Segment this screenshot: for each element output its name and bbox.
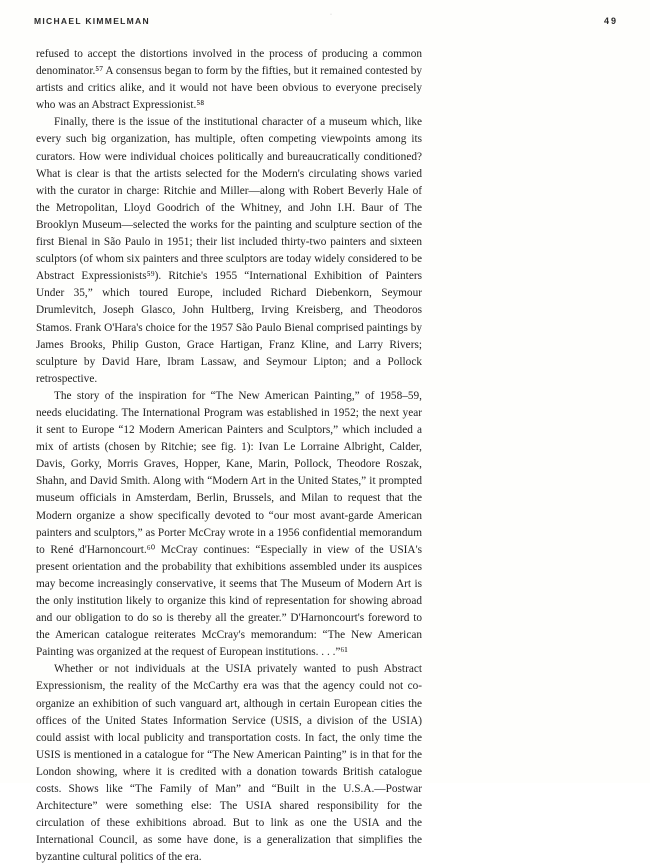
paragraph: Whether or not individuals at the USIA privately wanted to push Abstract Expressionism, the reality of the McCarthy era was that the agency could not co-organize an exhibition of such vanguard art, although in certain European cities the offices of the United States Information Service (USIS, a division of the USIA) could assist with local publicity and transportation costs. In fact, the only time the USIS is mentioned in a catalogue for “The New American Painting” is in that for the London showing, where it is credited with a donation towards British catalogue costs. Shows like “The Family of Man” and “Built in the U.S.A.—Postwar Architecture” were something else: The USIA shared responsibility for the circulation of these exhibitions abroad. But to link as one the USIA and the International Council, as some have done, is a generalization that simplifies the byzantine cultural politics of the era. xyxy=(36,663,422,864)
page-artifact-mark: · xyxy=(330,12,332,18)
running-head xyxy=(34,16,618,26)
page-number: 49 xyxy=(603,16,618,26)
paragraph: Finally, there is the issue of the institutional character of a museum which, like every such big organization, has multiple, often competing viewpoints among its curators. How were individual choices politically and bureaucratically conditioned? What is clear is that the artists selected for the Modern's circulating shows varied with the curator in charge: Ritchie and Miller—along with Robert Beverly Hale of the Metropolitan, Lloyd Goodrich of the Whitney, and John I.H. Baur of The Brooklyn Museum—selected the works for the painting and sculpture section of the first Bienal in São Paulo in 1951; their list included thirty-two painters and sixteen sculptors (of whom six painters and three sculptors are today widely considered to be Abstract Expressionists⁵⁹). Ritchie's 1955 “International Exhibition of Painters Under 35,” which toured Europe, included Richard Diebenkorn, Seymour Drumlevitch, Joseph Glasco, John Hultberg, Irving Kreisberg, and Theodoros Stamos. Frank O'Hara's choice for the 1957 São Paulo Bienal comprised paintings by James Brooks, Philip Guston, Grace Hartigan, Franz Kline, and Larry Rivers; sculpture by David Hare, Ibram Lassaw, and Seymour Lipton; and a Pollock retrospective. xyxy=(36,116,422,385)
paragraph: refused to accept the distortions involved in the process of producing a common denominator.⁵⁷ A consensus began to form by the fifties, but it remained contested by artists and critics alike, and it would not have been obvious to everyone precisely who was an Abstract Expressionist.⁵⁸ xyxy=(36,48,422,112)
paragraph: The story of the inspiration for “The New American Painting,” of 1958–59, needs elucidating. The International Program was established in 1952; the next year it sent to Europe “12 Modern American Painters and Sculptors,” which included a mix of artists (chosen by Ritchie; see fig. 1): Ivan Le Lorraine Albright, Calder, Davis, Gorky, Morris Graves, Hopper, Kane, Marin, Pollock, Theodore Roszak, Shahn, and David Smith. Along with “Modern Art in the United States,” it prompted museum officials in Amsterdam, Berlin, Brussels, and Milan to request that the Modern organize a show specifically devoted to “our most avant-garde American painters and sculptors,” as Porter McCray wrote in a 1956 confidential memorandum to René d'Harnoncourt.⁶⁰ McCray continues: “Especially in view of the USIA's present orientation and the probability that exhibitions assembled under its auspices may become increasingly conservative, it seems that The Museum of Modern Art is the only institution likely to organize this kind of representation for showing abroad and our obligation to do so is thereby all the greater.” D'Harnoncourt's foreword to the American catalogue reiterates McCray's memorandum: “The New American Painting was organized at the request of European institutions. . . .”⁶¹ xyxy=(36,389,422,659)
body-text-block xyxy=(36,46,422,867)
running-head-author: MICHAEL KIMMELMAN xyxy=(34,16,150,26)
